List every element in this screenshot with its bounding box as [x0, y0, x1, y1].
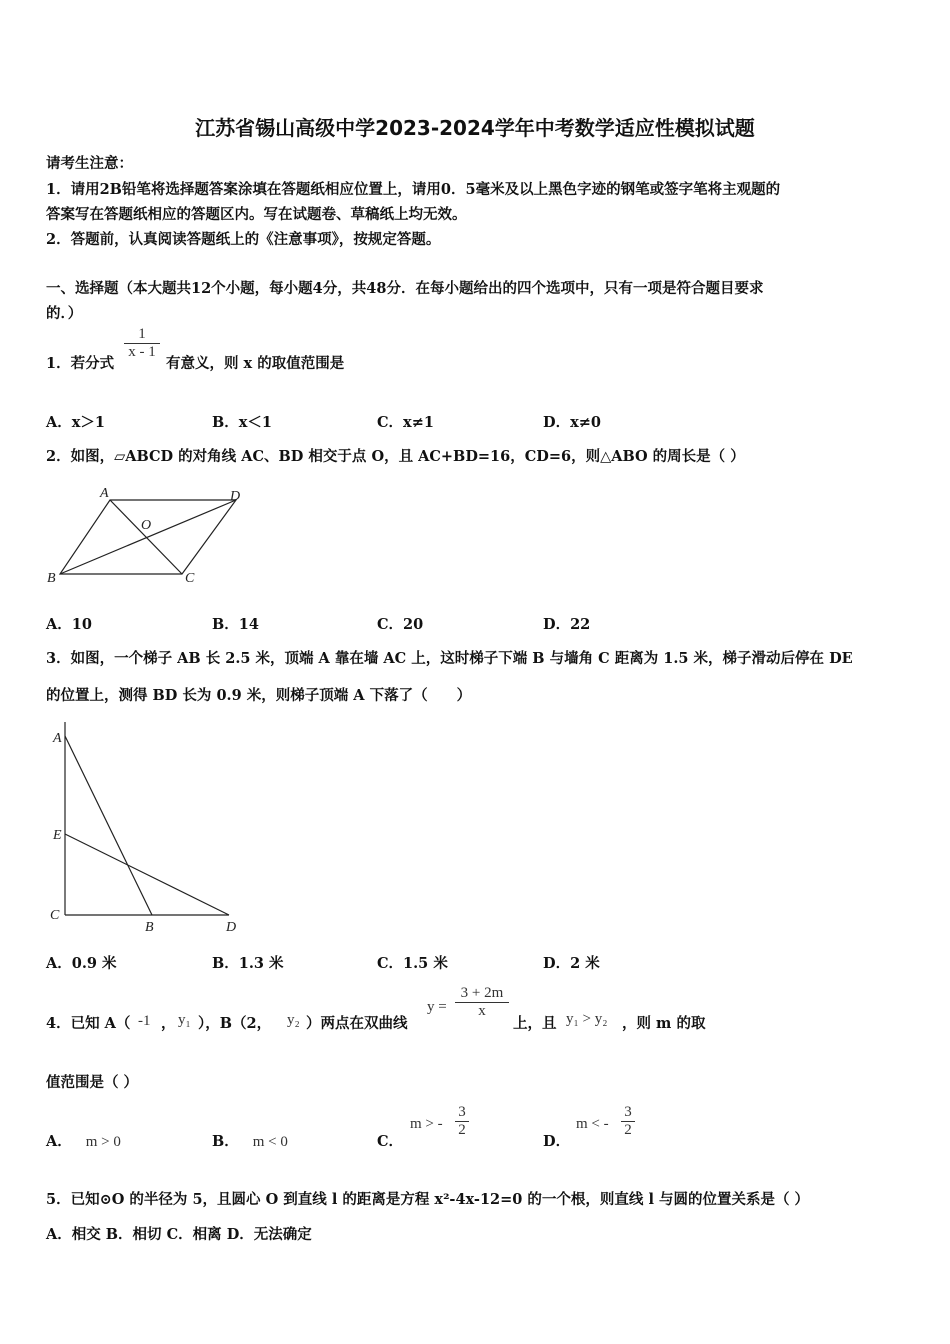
- q4-condition: y₁ > y₂: [566, 1011, 608, 1027]
- q3-line-1: 3．如图，一个梯子 AB 长 2.5 米，顶端 A 靠在墙 AC 上，这时梯子下端 B 与墙角 C 距离为 1.5 米，梯子滑动后停在 DE: [46, 650, 853, 667]
- label-d: D: [230, 489, 241, 504]
- ladder-figure: [44, 718, 244, 938]
- q2-option-d[interactable]: [543, 613, 590, 634]
- q4-mid1: ），B（2，: [198, 1015, 272, 1032]
- option-letter: C．: [377, 616, 404, 633]
- q3-option-d[interactable]: [543, 952, 600, 973]
- q1-option-c[interactable]: [377, 411, 434, 432]
- ladder-ed: [65, 834, 229, 915]
- option-text: 10: [71, 616, 92, 633]
- frac-num: 3: [624, 1104, 632, 1120]
- q1-frac-den: x - 1: [124, 343, 160, 361]
- q4-eq-num: 3 + 2m: [460, 985, 504, 1001]
- label-c: C: [50, 908, 60, 923]
- q2-option-b[interactable]: [212, 613, 259, 634]
- option-lhs: m < -: [576, 1116, 609, 1132]
- option-letter: D．: [543, 414, 571, 431]
- label-b: B: [145, 920, 154, 935]
- q4-option-a[interactable]: [46, 1130, 121, 1151]
- q4-ay: y₁: [178, 1012, 191, 1028]
- q5-text: 5．已知⊙O 的半径为 5，且圆心 O 到直线 l 的距离是方程 x²-4x-12=0 的一个根，则直线 l 与圆的位置关系是（ ）: [46, 1191, 810, 1208]
- label-o: O: [141, 518, 152, 533]
- q4-eq-fraction: [455, 985, 509, 1020]
- option-letter: D．: [543, 616, 571, 633]
- q1-option-d[interactable]: [543, 411, 601, 432]
- ladder-ab: [65, 736, 152, 915]
- option-text: 22: [570, 616, 591, 633]
- option-text: x≠0: [570, 414, 601, 431]
- option-text: x≠1: [403, 414, 434, 431]
- q2-option-a[interactable]: [46, 613, 92, 634]
- q2-option-c[interactable]: [377, 613, 423, 634]
- option-letter: C．: [377, 955, 404, 972]
- notice-line-1b: 答案写在答题纸相应的答题区内。写在试题卷、草稿纸上均无效。: [46, 206, 467, 223]
- q1-option-a[interactable]: [46, 411, 105, 432]
- q3-option-b[interactable]: [212, 952, 284, 973]
- option-text: x＞1: [71, 414, 105, 431]
- option-letter: D．: [543, 955, 571, 972]
- q4-eq-den: x: [455, 1002, 509, 1020]
- option-text: 14: [238, 616, 259, 633]
- q1-option-b[interactable]: [212, 411, 272, 432]
- q1-frac-num: 1: [138, 326, 146, 342]
- option-letter: C．: [377, 1133, 404, 1150]
- option-text: 1.5 米: [403, 955, 448, 972]
- notice-heading: 请考生注意：: [46, 155, 133, 172]
- q4-suffix: ，则 m 的取: [622, 1015, 706, 1032]
- option-text: 0.9 米: [71, 955, 117, 972]
- q1-prefix: 1．若分式: [46, 355, 115, 372]
- label-e: E: [53, 828, 62, 843]
- option-text: 2 米: [570, 955, 600, 972]
- q4-option-b[interactable]: [212, 1130, 288, 1151]
- option-letter: B．: [212, 955, 239, 972]
- q4-ax: -1: [138, 1013, 151, 1029]
- section-heading: 一、选择题（本大题共12个小题，每小题4分，共48分．在每小题给出的四个选项中，只有一项是符合题目要求: [46, 280, 764, 297]
- option-letter: A．: [46, 1133, 72, 1150]
- option-letter: A．: [46, 616, 72, 633]
- q2-text: 2．如图，▱ABCD 的对角线 AC、BD 相交于点 O，且 AC+BD=16，CD=6，则△ABO 的周长是（ ）: [46, 448, 745, 465]
- q3-line-2: 的位置上，测得 BD 长为 0.9 米，则梯子顶端 A 下落了（ ）: [46, 687, 472, 704]
- q4-mid3: 上，且: [513, 1015, 557, 1032]
- q4-mid2: ）两点在双曲线: [306, 1015, 408, 1032]
- label-a: A: [53, 731, 62, 746]
- q3-option-a[interactable]: [46, 952, 117, 973]
- diagonal-ac: [110, 500, 182, 574]
- option-fraction: [455, 1104, 469, 1139]
- option-letter: D．: [543, 1133, 571, 1150]
- option-text: m < 0: [252, 1134, 288, 1150]
- option-letter: A．: [46, 414, 72, 431]
- option-text: 20: [403, 616, 424, 633]
- label-a: A: [100, 486, 109, 501]
- q5-options[interactable]: A．相交 B．相切 C．相离 D．无法确定: [46, 1226, 312, 1243]
- option-text: 1.3 米: [238, 955, 284, 972]
- frac-den: 2: [621, 1121, 635, 1139]
- notice-line-2: 2．答题前，认真阅读答题纸上的《注意事项》，按规定答题。: [46, 231, 441, 248]
- label-d: D: [226, 920, 237, 935]
- notice-line-1: 1．请用2B铅笔将选择题答案涂填在答题纸相应位置上，请用0．5毫米及以上黑色字迹的钢笔或签字笔将主观题的: [46, 181, 781, 198]
- option-letter: B．: [212, 1133, 239, 1150]
- q4-comma: ，: [161, 1015, 176, 1032]
- page-title: 江苏省锡山高级中学2023-2024学年中考数学适应性模拟试题: [195, 116, 755, 140]
- q1-suffix: 有意义，则 x 的取值范围是: [166, 355, 345, 372]
- frac-den: 2: [455, 1121, 469, 1139]
- option-lhs: m > -: [410, 1116, 443, 1132]
- q3-option-c[interactable]: [377, 952, 448, 973]
- option-text: x＜1: [238, 414, 272, 431]
- q4-prefix: 4．已知 A（: [46, 1015, 131, 1032]
- label-c: C: [185, 571, 195, 586]
- q1-fraction: [124, 326, 160, 361]
- option-text: m > 0: [85, 1134, 121, 1150]
- label-b: B: [47, 571, 56, 586]
- option-letter: B．: [212, 616, 239, 633]
- frac-num: 3: [458, 1104, 466, 1120]
- q4-by: y₂: [287, 1012, 300, 1028]
- q4-eq-lhs: y =: [427, 999, 447, 1015]
- parallelogram-figure: [40, 482, 255, 587]
- option-letter: C．: [377, 414, 404, 431]
- option-fraction: [621, 1104, 635, 1139]
- option-letter: B．: [212, 414, 239, 431]
- q4-line-2: 值范围是（ ）: [46, 1074, 139, 1091]
- option-letter: A．: [46, 955, 72, 972]
- section-heading-cont: 的．）: [46, 305, 83, 322]
